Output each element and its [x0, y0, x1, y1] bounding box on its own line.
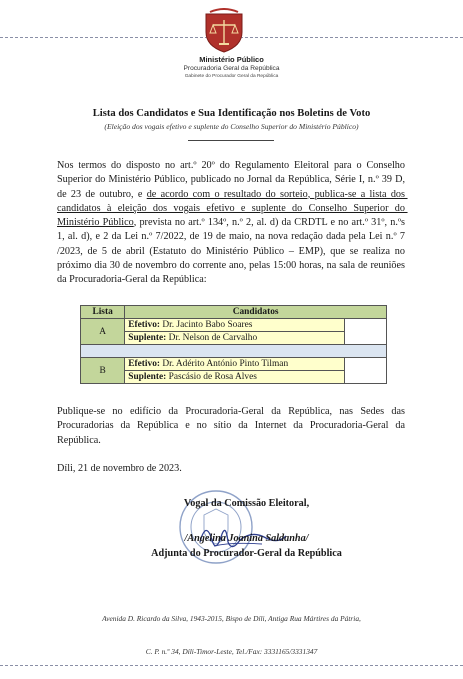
signatory-title: Adjunta do Procurador-Geral da República	[151, 548, 342, 559]
title-rule	[188, 140, 274, 141]
blank-box	[344, 319, 386, 345]
intro-text-part1: Nos termos do disposto no art.º 20º do Regulamento Eleitoral para o Conselho Superior do Ministério Público, publicado no Jornal da República, Série I, n.º 39 D, de 23 de outubro, e	[57, 160, 408, 200]
footer-address: Avenida D. Ricardo da Silva, 1943-2015, Bispo de Díli, Antiga Rua Mártires da Pátria,	[102, 614, 361, 623]
intro-text-part2: , prevista no art.º 134º, n.º 2, al. d) da CRDTL e no art.º 31º, n.ºs 1, al. d), e 2 da Lei n.º 7/2022, de 19 de maio, na nova redação dada pela Lei n.º 7 /2023, de 5 de abril (Estatuto do Ministério Público – EMP), que se realiza no próximo dia 30 de novembro do corrente ano, pelas 15:00 horas, na sala de reuniões da Procuradoria-Geral da República:	[57, 217, 408, 286]
signatory-role: Vogal da Comissão Eleitoral,	[183, 498, 310, 509]
org-office: Gabinete do Procurador Geral da República	[184, 74, 279, 79]
suplente-label: Suplente:	[128, 333, 167, 343]
candidate-efetivo	[125, 319, 344, 332]
efetivo-name: Dr. Adérito António Pinto Tilman	[162, 359, 289, 369]
intro-paragraph	[57, 159, 408, 288]
efetivo-label: Efetivo:	[128, 320, 161, 330]
efetivo-name: Dr. Jacinto Babo Soares	[162, 320, 253, 330]
table-row	[81, 332, 387, 345]
table-row	[81, 358, 387, 371]
footer-divider	[0, 665, 463, 666]
column-header-lista: Lista	[81, 306, 125, 319]
separator-cell	[81, 345, 387, 358]
org-name: Ministério Público	[199, 55, 264, 64]
date-line: Díli, 21 de novembro de 2023.	[57, 463, 182, 474]
suplente-name: Dr. Nelson de Carvalho	[168, 333, 258, 343]
table-row	[81, 319, 387, 332]
column-header-candidatos: Candidatos	[125, 306, 387, 319]
publication-paragraph: Publique-se no edifício da Procuradoria-Geral da República, nas Sedes das Procuradorias da República e no sítio da Internet da Procuradoria-Geral da República.	[57, 406, 405, 446]
blank-box	[344, 358, 386, 384]
candidate-suplente	[125, 371, 344, 384]
suplente-label: Suplente:	[128, 372, 167, 382]
list-letter-a: A	[81, 319, 125, 345]
document-subtitle: (Eleição dos vogais efetivo e suplente do Conselho Superior do Ministério Público)	[104, 122, 359, 131]
table-row	[81, 371, 387, 384]
efetivo-label: Efetivo:	[128, 359, 161, 369]
table-header-row	[81, 306, 387, 319]
suplente-name: Pascásio de Rosa Alves	[168, 372, 257, 382]
ministerio-publico-emblem-icon	[200, 8, 248, 54]
candidate-efetivo	[125, 358, 344, 371]
candidate-suplente	[125, 332, 344, 345]
list-letter-b: B	[81, 358, 125, 384]
org-subtitle: Procuradoria Geral da República	[183, 65, 280, 72]
candidates-table	[80, 305, 387, 384]
footer-contact: C. P. n.º 34, Díli-Timor-Leste, Tel./Fax: 3331165/3331347	[145, 647, 318, 656]
table-separator-row	[81, 345, 387, 358]
signatory-name: /Angelina Joanina Saldanha/	[184, 533, 309, 544]
intro-text-underlined: de acordo com o resultado do sorteio, publica-se a lista dos candidatos à eleição dos vogais efetivo e suplente do Conselho Superior do Ministério Público	[57, 188, 408, 229]
document-title: Lista dos Candidatos e Sua Identificação nos Boletins de Voto	[92, 108, 371, 119]
